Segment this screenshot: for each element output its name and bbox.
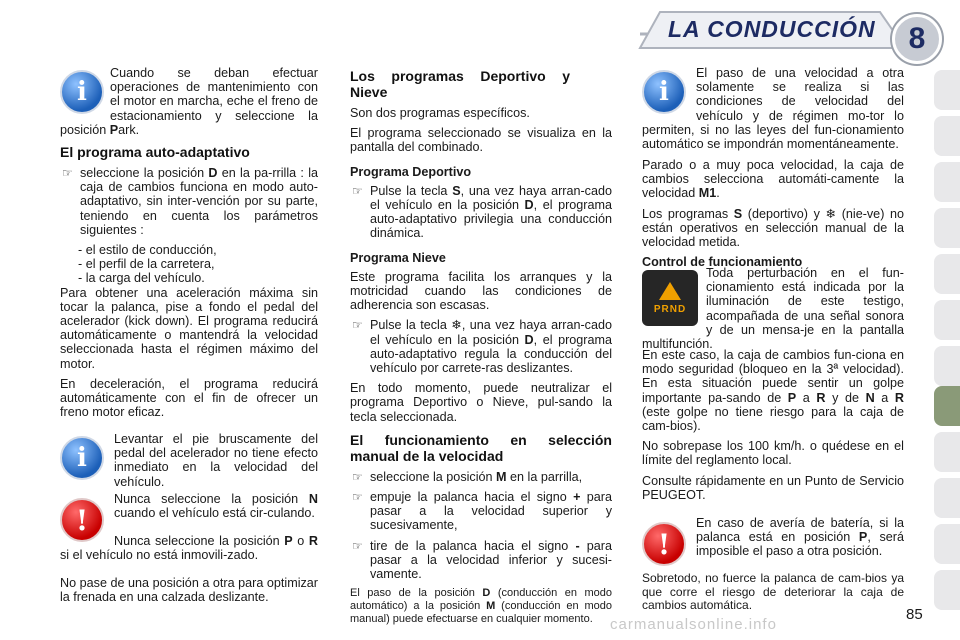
force-lever-warning: Sobretodo, no fuerce la palanca de cam-bios ya que corre el riesgo de deteriorar la caja de cambios automática. bbox=[642, 571, 904, 612]
chapter-tab[interactable] bbox=[934, 570, 960, 610]
paragraph: Este programa facilita los arranques y la motricidad cuando las condiciones de adherencia son escasas. bbox=[350, 269, 612, 313]
dash-item: - la carga del vehículo. bbox=[78, 271, 205, 286]
watermark: carmanualsonline.info bbox=[610, 616, 777, 633]
paragraph: En deceleración, el programa reducirá automáticamente con el fin de ofrecer un freno motor eficaz. bbox=[60, 376, 318, 420]
dash-item: - el perfil de la carretera, bbox=[78, 257, 215, 272]
programs-section bbox=[350, 60, 612, 632]
paragraph: Consulte rápidamente en un Punto de Servicio PEUGEOT. bbox=[642, 473, 904, 502]
bullet-item: ☞ Pulse la tecla S, una vez haya arran-cado el vehículo en la posición D, el programa auto-adaptativo privilegia una conducción dinámica. bbox=[352, 183, 612, 241]
paragraph: Son dos programas específicos. bbox=[350, 106, 530, 120]
subheading: Control de funcionamiento bbox=[642, 255, 803, 270]
pointing-hand-icon: ☞ bbox=[352, 318, 363, 333]
bullet-item: ☞ seleccione la posición M en la parrilla, bbox=[352, 469, 583, 484]
chapter-tab[interactable] bbox=[934, 208, 960, 248]
info-icon: i bbox=[60, 436, 104, 480]
slippery-road-note: No pase de una posición a otra para optimizar la frenada en una calzada deslizante. bbox=[60, 576, 318, 605]
section-heading: El funcionamiento en selección manual de la velocidad bbox=[350, 431, 612, 464]
page-number: 85 bbox=[906, 606, 923, 623]
warning-icon: ! bbox=[60, 498, 104, 542]
dash-item: - el estilo de conducción, bbox=[78, 243, 217, 258]
prnd-label: PRND bbox=[653, 303, 687, 315]
chapter-tab[interactable] bbox=[934, 346, 960, 386]
chapter-tab[interactable] bbox=[934, 162, 960, 202]
chapter-tab[interactable] bbox=[934, 116, 960, 156]
chapter-title: LA CONDUCCIÓN bbox=[668, 16, 876, 42]
bullet-item: ☞ tire de la palanca hacia el signo - para pasar a la velocidad inferior y sucesi-vamente. bbox=[352, 538, 612, 582]
snowflake-icon: ❄ bbox=[825, 206, 837, 221]
paragraph: Para obtener una aceleración máxima sin tocar la palanca, pise a fondo el pedal del acelerador (kick down). El programa reducirá automáticamente o mantendrá la velocidad seleccionada hasta el régimen máximo del motor. bbox=[60, 285, 318, 371]
paragraph: En este caso, la caja de cambios fun-ciona en modo seguridad (bloqueo en la 3ª velocidad). En esta situación puede sentir un golpe importante pa-sando de P a R y de N a R (este golpe no tiene riesgo para la caja de cam-bios). bbox=[642, 348, 904, 434]
chapter-tab[interactable] bbox=[934, 70, 960, 110]
paragraph: Parado o a muy poca velocidad, la caja de cambios selecciona automáti-camente la velocidad M1. bbox=[642, 158, 904, 201]
chapter-tab[interactable] bbox=[934, 524, 960, 564]
auto-adaptive-section bbox=[60, 136, 318, 425]
chapter-tab[interactable] bbox=[934, 432, 960, 472]
section-heading: Los programas Deportivo y Nieve bbox=[350, 68, 570, 100]
info-icon: i bbox=[60, 70, 104, 114]
subheading: Programa Deportivo bbox=[350, 164, 472, 179]
battery-warning: En caso de avería de batería, si la palanca está en posición P, será imposible el paso a otra posición. bbox=[696, 516, 904, 559]
bullet-item: ☞ empuje la palanca hacia el signo + para pasar a la velocidad superior y sucesivamente, bbox=[352, 490, 612, 533]
paragraph: El programa seleccionado se visualiza en la pantalla del combinado. bbox=[350, 126, 612, 155]
paragraph: Los programas S (deportivo) y ❄ (nie-ve) no están operativos en selección manual de la velocidad metida. bbox=[642, 206, 905, 250]
chapter-tab[interactable] bbox=[934, 300, 960, 340]
bullet-item: ☞ Pulse la tecla ❄, una vez haya arran-cado el vehículo en la posición D, el programa auto-adaptativo regula la conducción del vehículo por carrete-ras deslizantes. bbox=[352, 318, 612, 376]
section-heading: El programa auto-adaptativo bbox=[60, 144, 250, 160]
maintenance-note: Cuando se deban efectuar operaciones de mantenimiento con el motor en marcha, eche el freno de estacionamiento y seleccione la posición Park. bbox=[60, 66, 318, 137]
snowflake-icon: ❄ bbox=[451, 318, 462, 333]
chapter-tab[interactable] bbox=[934, 478, 960, 518]
page-header bbox=[0, 0, 960, 62]
chapter-tab-active[interactable] bbox=[934, 386, 960, 426]
park-reverse-warning: Nunca seleccione la posición P o R si el vehículo no está inmovili-zado. bbox=[60, 534, 318, 563]
paragraph: No sobrepase los 100 km/h. o quédese en el límite del reglamento local. bbox=[642, 439, 904, 468]
gear-change-note: El paso de una velocidad a otra solamente se realiza si las condiciones de velocidad del vehículo y de régimen mo-tor lo permiten, si no las leyes del fun-cionamiento automático se impondrán momentáneamente. bbox=[642, 66, 904, 152]
pointing-hand-icon: ☞ bbox=[352, 538, 363, 553]
chapter-tabs bbox=[930, 70, 960, 630]
pointing-hand-icon: ☞ bbox=[352, 469, 363, 484]
warning-icon: ! bbox=[642, 522, 686, 566]
chapter-number-badge: 8 bbox=[892, 14, 942, 64]
paragraph: En todo momento, puede neutralizar el programa Deportivo o Nieve, pul-sando la tecla seleccionada. bbox=[350, 381, 612, 424]
bullet-item: ☞ seleccione la posición D en la pa-rrilla : la caja de cambios funciona en modo auto-adaptativo, sin inter-vención por su parte, teniendo en cuenta los parámetros siguientes : bbox=[62, 166, 319, 237]
pointing-hand-icon: ☞ bbox=[352, 490, 363, 505]
pointing-hand-icon: ☞ bbox=[62, 166, 73, 180]
safety-mode-info bbox=[642, 348, 904, 508]
chapter-tab[interactable] bbox=[934, 254, 960, 294]
subheading: Programa Nieve bbox=[350, 250, 446, 265]
accelerator-note: Levantar el pie bruscamente del pedal del acelerador no tiene efecto inmediato en la velocidad del vehículo. bbox=[114, 432, 318, 489]
pointing-hand-icon: ☞ bbox=[352, 183, 363, 198]
paragraph: El paso de la posición D (conducción en modo automático) a la posición M (conducción en modo manual) puede efectuarse en cualquier momento. bbox=[350, 587, 613, 626]
info-icon: i bbox=[642, 70, 686, 114]
fault-control-text: Toda perturbación en el fun-cionamiento está indicada por la iluminación de este testigo, acompañada de una señal sonora y de un mensa-je en la pantalla multifunción. bbox=[642, 266, 904, 352]
manual-mode-info bbox=[642, 158, 904, 274]
neutral-warning: Nunca seleccione la posición N cuando el vehículo está cir-culando. bbox=[114, 492, 318, 521]
